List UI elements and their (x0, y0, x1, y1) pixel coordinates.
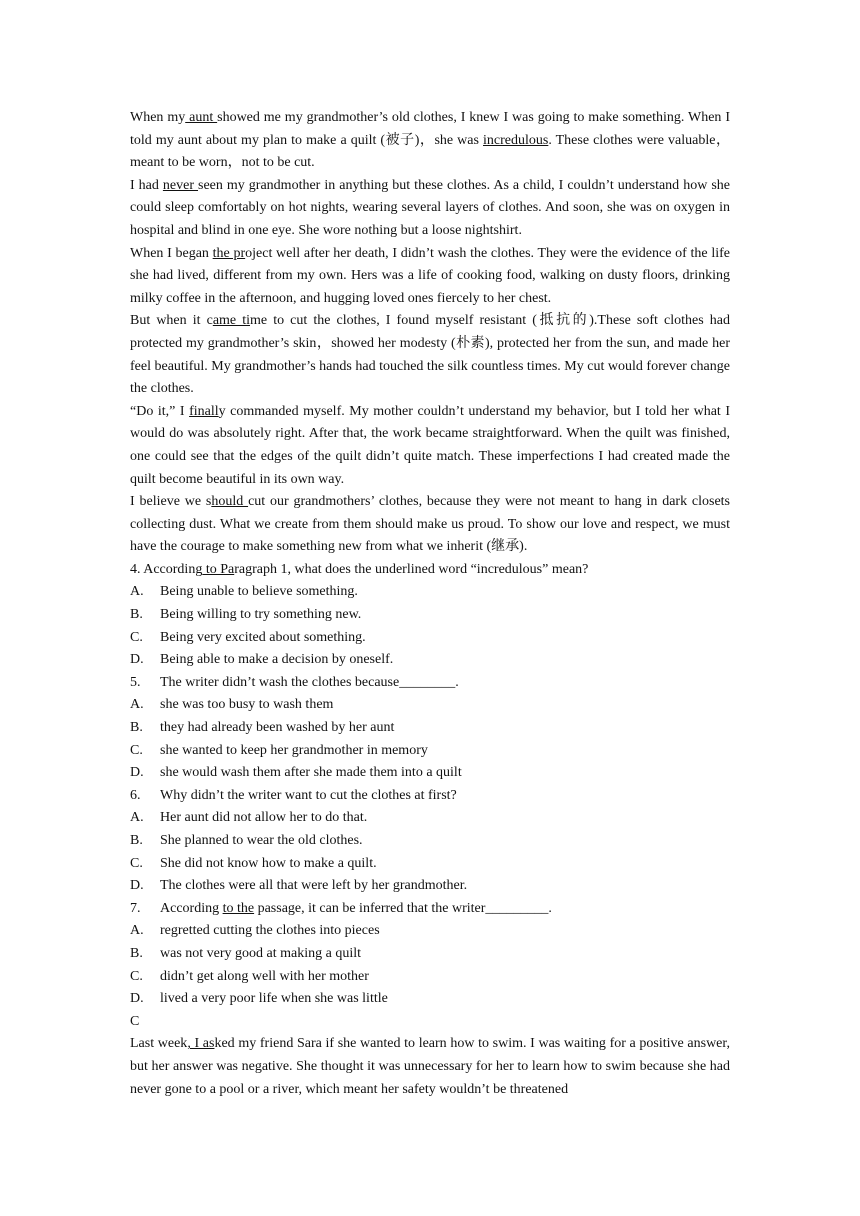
text-run: . (548, 900, 552, 916)
question-5-option-c (130, 740, 730, 763)
section-c-heading: C (130, 1013, 140, 1029)
text-run: I had (130, 177, 163, 193)
passage-paragraph-6 (130, 491, 730, 559)
text-run: . (455, 674, 459, 690)
text-run: passage, it can be inferred that the writer (254, 900, 486, 916)
underlined-text: aunt (185, 110, 218, 125)
option-letter: A. (130, 923, 144, 939)
text-run: 4. According (130, 561, 203, 577)
document-page (130, 107, 730, 1101)
question-6-option-d (130, 875, 730, 898)
underlined-text: , I as (187, 1036, 215, 1052)
text-run: Last week (130, 1036, 188, 1052)
question-5-option-d (130, 762, 730, 785)
question-4-option-b (130, 604, 730, 627)
option-text: Being willing to try something new. (160, 607, 362, 623)
question-number: 7. (130, 900, 141, 916)
option-letter: B. (130, 607, 143, 623)
option-letter: D. (130, 878, 144, 894)
option-letter: B. (130, 720, 143, 736)
option-letter: B. (130, 945, 143, 961)
option-text: The clothes were all that were left by her grandmother. (160, 878, 468, 894)
question-4-option-d (130, 649, 730, 672)
option-text: she was too busy to wash them (160, 697, 334, 713)
passage-paragraph-4 (130, 310, 730, 400)
option-text: Her aunt did not allow her to do that. (160, 810, 368, 826)
option-letter: C. (130, 742, 143, 758)
text-run: showed me my grandmother’s old clothes, I knew I was going to make something. When I told my aunt about my plan to make a quilt (被子)，she was (130, 110, 730, 148)
question-7-option-b (130, 943, 730, 966)
option-text: She planned to wear the old clothes. (160, 833, 363, 848)
text-run: According (160, 900, 223, 916)
option-letter: C. (130, 629, 143, 645)
option-letter: A. (130, 697, 144, 713)
option-text: She did not know how to make a quilt. (160, 855, 377, 871)
section-c-paragraph-1 (130, 1033, 730, 1101)
question-4-stem (130, 559, 730, 582)
question-number: 6. (130, 787, 141, 803)
option-text: she wanted to keep her grandmother in memory (160, 742, 428, 758)
text-run: I believe we s (130, 494, 212, 510)
text-run: ragraph 1, what does the underlined word “incredulous” mean? (234, 561, 589, 577)
answer-blank: ________ (399, 674, 456, 690)
text-run: cut our grandmothers’ clothes, because they were not meant to hang in dark closets collecting dust. What we create from them should make us proud. To show our love and respect, we must have the courage to make something new from what we inherit (继承). (130, 494, 731, 555)
text-run: . These clothes were valuable，meant to be worn，not to be cut. (130, 132, 731, 171)
question-6-option-c (130, 853, 730, 876)
answer-blank: _________ (485, 900, 549, 916)
underlined-text: to Pa (202, 561, 235, 577)
text-run: The writer didn’t wash the clothes because (160, 674, 400, 690)
question-7-option-c (130, 966, 730, 989)
option-text: didn’t get along well with her mother (160, 968, 369, 984)
question-7-option-a (130, 920, 730, 943)
question-6-stem (130, 785, 730, 808)
question-5-stem (130, 672, 730, 695)
text-run: When my (130, 110, 186, 125)
option-text: regretted cutting the clothes into pieces (160, 923, 380, 939)
question-5-option-a (130, 694, 730, 717)
text-run: y commanded myself. My mother couldn’t understand my behavior, but I told her what I would do was absolutely right. After that, the work became straightforward. When the quilt was finished, one could see that the edges of the quilt didn’t quite match. These imperfections I had created made the quilt become beautiful in its own way. (130, 403, 730, 487)
option-text: Being unable to believe something. (160, 584, 358, 600)
question-6-option-b (130, 830, 730, 853)
option-text: they had already been washed by her aunt (160, 720, 395, 736)
question-4-option-c (130, 627, 730, 650)
option-letter: A. (130, 810, 144, 826)
underlined-text: ame ti (212, 313, 250, 329)
option-letter: D. (130, 991, 144, 1007)
underlined-text: hould (211, 494, 249, 510)
question-6-option-a (130, 807, 730, 830)
passage-paragraph-1 (130, 107, 730, 175)
option-letter: D. (130, 765, 144, 781)
text-run: When I began (130, 245, 213, 261)
question-4-option-a (130, 581, 730, 604)
option-letter: D. (130, 652, 144, 668)
option-text: Being able to make a decision by oneself. (160, 652, 394, 668)
question-5-option-b (130, 717, 730, 740)
text-run: But when it c (130, 313, 213, 329)
passage-paragraph-3 (130, 243, 730, 311)
underlined-text: finall (189, 403, 219, 419)
underlined-text: never (162, 177, 199, 193)
question-7-stem (130, 898, 730, 921)
passage-paragraph-5 (130, 401, 730, 491)
option-text: lived a very poor life when she was little (160, 991, 388, 1007)
text-run: me to cut the clothes, I found myself resistant (抵抗的).These soft clothes had protected my grandmother’s skin，showed her modesty (朴素), protected her from the sun, and made her feel beautiful. My grandmother’s hands had touched the silk countless times. My cut would forever change the clothes. (130, 313, 730, 397)
option-text: Being very excited about something. (160, 629, 366, 645)
text-run: seen my grandmother in anything but these clothes. As a child, I couldn’t understand how she could sleep comfortably on hot nights, wearing several layers of clothes. And soon, she was on oxygen in hospital and blind in one eye. She wore nothing but a loose nightshirt. (130, 177, 730, 238)
question-7-option-d (130, 988, 730, 1011)
option-letter: A. (130, 584, 144, 600)
option-letter: C. (130, 855, 143, 871)
option-text: was not very good at making a quilt (160, 945, 362, 961)
option-letter: B. (130, 833, 143, 848)
option-text: she would wash them after she made them into a quilt (160, 765, 462, 781)
text-run: Why didn’t the writer want to cut the clothes at first? (160, 787, 457, 803)
underlined-text: to the (222, 900, 255, 916)
passage-paragraph-2 (130, 175, 730, 243)
text-run: ked my friend Sara if she wanted to learn how to swim. I was waiting for a positive answer, but her answer was negative. She thought it was unnecessary for her to learn how to swim because she had never gone to a pool or a river, which meant her safety wouldn’t be threatened (130, 1036, 731, 1097)
option-letter: C. (130, 968, 143, 984)
text-run: oject well after her death, I didn’t wash the clothes. They were the evidence of the life she had lived, different from my own. Hers was a life of cooking food, walking on dusty floors, drinking milky coffee in the afternoon, and hugging loved ones fiercely to her chest. (130, 245, 731, 306)
underlined-text: the pr (212, 245, 246, 261)
underlined-word-incredulous: incredulous (483, 132, 549, 148)
question-number: 5. (130, 674, 141, 690)
text-run: “Do it,” I (130, 403, 190, 419)
